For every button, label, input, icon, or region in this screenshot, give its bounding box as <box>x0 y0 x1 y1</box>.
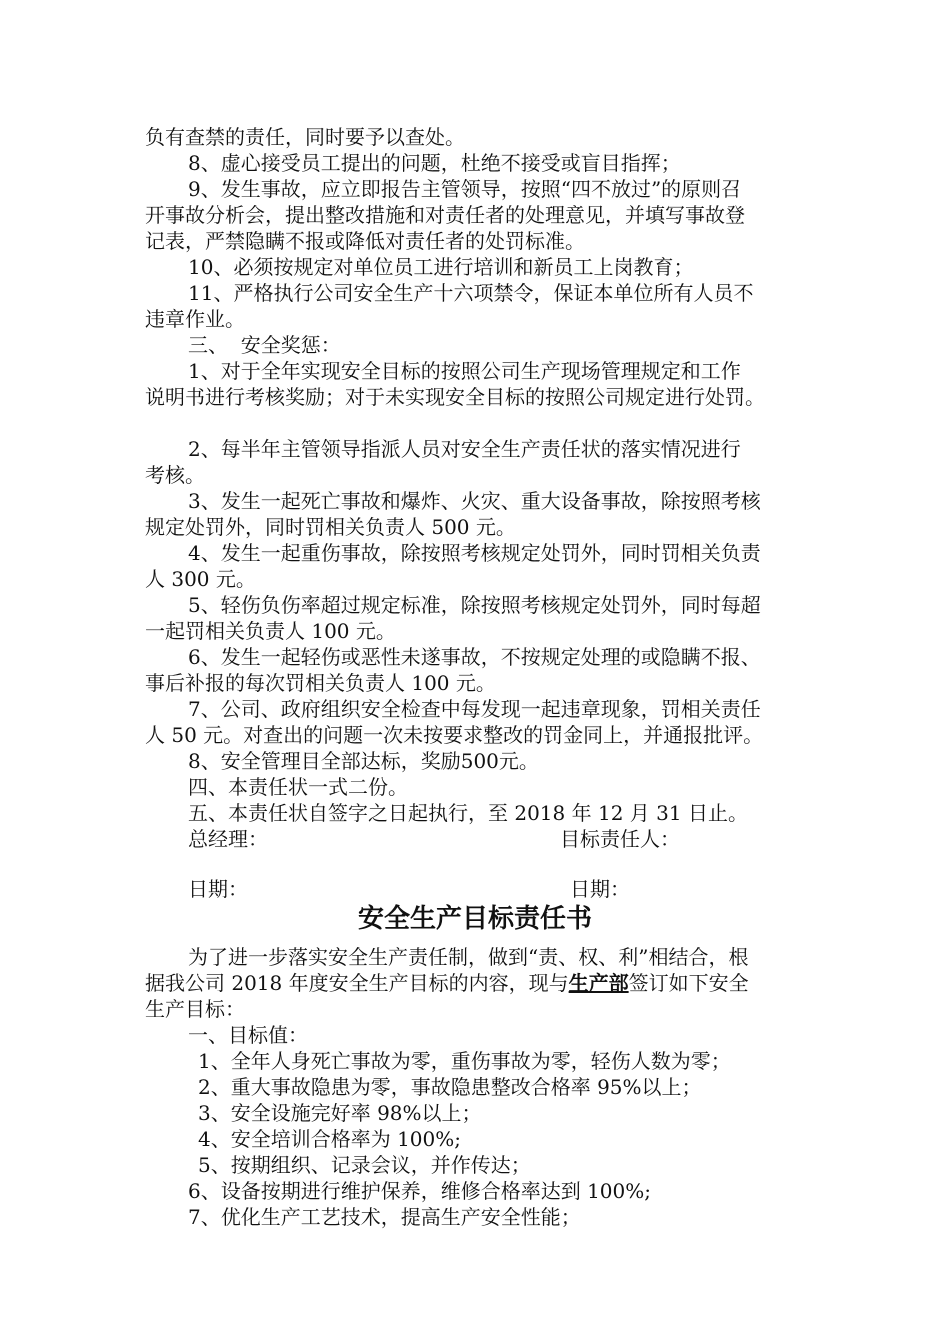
text-line: 五、本责任状自签字之日起执行，至 2018 年 12 月 31 日止。 <box>188 801 748 825</box>
gm-signature-label: 总经理： <box>188 827 268 851</box>
intro-line <box>145 970 749 996</box>
goal-item: 4、安全培训合格率为 100%; <box>198 1127 461 1151</box>
text-line: 违章作业。 <box>145 307 245 331</box>
text-line: 说明书进行考核奖励；对于未实现安全目标的按照公司规定进行处罚。 <box>145 385 765 409</box>
text-line: 4、发生一起重伤事故，除按照考核规定处罚外，同时罚相关负责 <box>188 541 761 565</box>
goal-item: 5、按期组织、记录会议，并作传达； <box>198 1153 531 1177</box>
text-line: 四、本责任状一式二份。 <box>188 775 408 799</box>
text-line: 7、公司、政府组织安全检查中每发现一起违章现象，罚相关责任 <box>188 697 761 721</box>
text-line: 8、安全管理目全部达标，奖励500元。 <box>188 749 539 773</box>
goal-item: 6、设备按期进行维护保养，维修合格率达到 100%; <box>188 1179 651 1203</box>
text-line: 1、对于全年实现安全目标的按照公司生产现场管理规定和工作 <box>188 359 741 383</box>
text-line: 一起罚相关负责人 100 元。 <box>145 619 396 643</box>
target-responsible-label: 目标责任人： <box>560 827 680 851</box>
intro-text: 签订如下安全 <box>628 971 749 995</box>
text-line: 11、严格执行公司安全生产十六项禁令，保证本单位所有人员不 <box>188 281 754 305</box>
section-heading: 三、 安全奖惩： <box>188 333 341 357</box>
goal-item: 3、安全设施完好率 98%以上； <box>198 1101 482 1125</box>
text-line: 5、轻伤负伤率超过规定标准，除按照考核规定处罚外，同时每超 <box>188 593 761 617</box>
text-line: 8、虚心接受员工提出的问题，杜绝不接受或盲目指挥； <box>188 151 681 175</box>
intro-line: 生产目标： <box>145 997 245 1021</box>
goal-item: 7、优化生产工艺技术，提高生产安全性能； <box>188 1205 581 1229</box>
text-line: 人 50 元。对查出的问题一次未按要求整改的罚金同上，并通报批评。 <box>145 723 764 747</box>
department-name: 生产部 <box>568 971 629 995</box>
date-label-left: 日期： <box>188 877 248 901</box>
intro-line: 为了进一步落实安全生产责任制，做到“责、权、利”相结合，根 <box>188 945 749 969</box>
text-line: 考核。 <box>145 463 205 487</box>
text-line: 负有查禁的责任，同时要予以查处。 <box>145 125 465 149</box>
date-label-right: 日期： <box>570 877 630 901</box>
text-line: 9、发生事故，应立即报告主管领导，按照“四不放过”的原则召 <box>188 177 742 201</box>
text-line: 6、发生一起轻伤或恶性未遂事故，不按规定处理的或隐瞒不报、 <box>188 645 761 669</box>
text-line: 开事故分析会，提出整改措施和对责任者的处理意见，并填写事故登 <box>145 203 745 227</box>
goal-item: 2、重大事故隐患为零，事故隐患整改合格率 95%以上； <box>198 1075 702 1099</box>
text-line: 人 300 元。 <box>145 567 256 591</box>
section-heading: 一、目标值： <box>188 1023 308 1047</box>
text-line: 10、必须按规定对单位员工进行培训和新员工上岗教育； <box>188 255 694 279</box>
document-title: 安全生产目标责任书 <box>357 904 592 934</box>
text-line: 规定处罚外，同时罚相关负责人 500 元。 <box>145 515 516 539</box>
text-line: 3、发生一起死亡事故和爆炸、火灾、重大设备事故，除按照考核 <box>188 489 761 513</box>
goal-item: 1、全年人身死亡事故为零，重伤事故为零，轻伤人数为零； <box>198 1049 731 1073</box>
text-line: 事后补报的每次罚相关负责人 100 元。 <box>145 671 496 695</box>
text-line: 2、每半年主管领导指派人员对安全生产责任状的落实情况进行 <box>188 437 741 461</box>
intro-text: 据我公司 2018 年度安全生产目标的内容，现与 <box>145 971 569 995</box>
text-line: 记表，严禁隐瞒不报或降低对责任者的处罚标准。 <box>145 229 585 253</box>
